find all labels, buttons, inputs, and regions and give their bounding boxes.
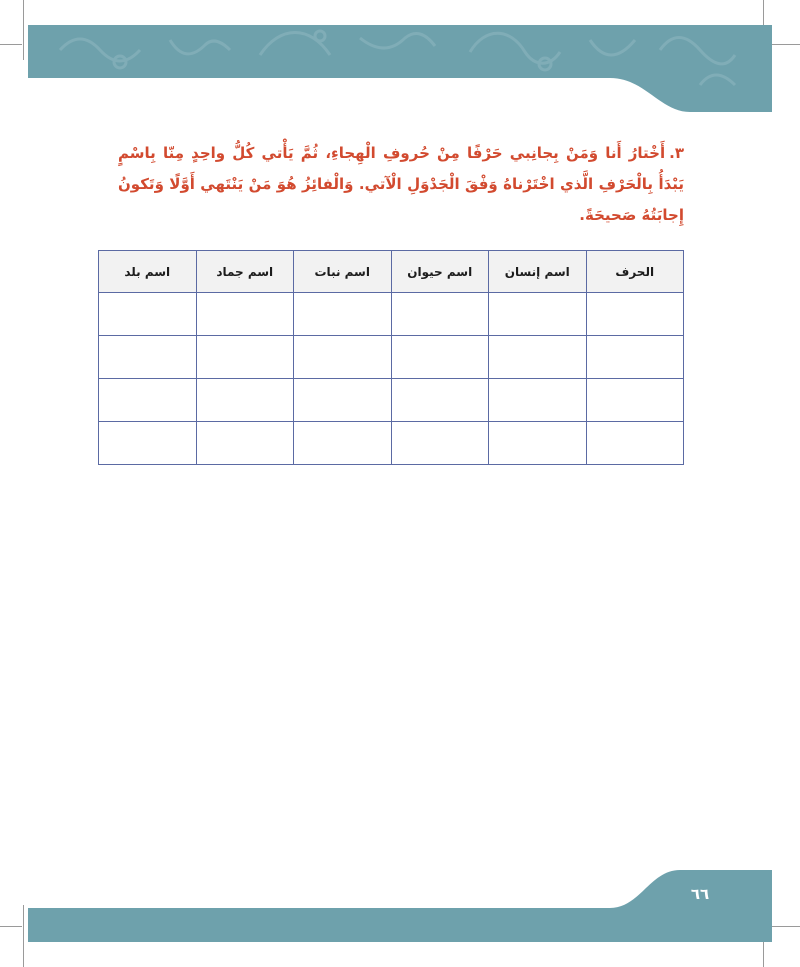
table-cell[interactable] bbox=[99, 422, 197, 465]
header-object-name: اسم جماد bbox=[196, 251, 294, 293]
table-cell[interactable] bbox=[489, 379, 587, 422]
table-cell[interactable] bbox=[196, 336, 294, 379]
table-cell[interactable] bbox=[294, 422, 392, 465]
table-cell[interactable] bbox=[489, 422, 587, 465]
table-cell[interactable] bbox=[489, 336, 587, 379]
table-row bbox=[99, 379, 684, 422]
table-cell[interactable] bbox=[196, 379, 294, 422]
header-letter: الحرف bbox=[586, 251, 684, 293]
table-row bbox=[99, 422, 684, 465]
header-plant-name: اسم نبات bbox=[294, 251, 392, 293]
table-cell[interactable] bbox=[99, 379, 197, 422]
table-cell[interactable] bbox=[196, 293, 294, 336]
exercise-number: ٣. bbox=[669, 144, 684, 162]
table-header-row bbox=[99, 251, 684, 293]
table-cell[interactable] bbox=[294, 336, 392, 379]
table-cell[interactable] bbox=[294, 293, 392, 336]
instruction-text: أَخْتارُ أَنا وَمَنْ بِجانِبي حَرْفًا مِنْ حُروفِ الْهِجاءِ، ثُمَّ يَأْتي كُلُّ واحِدٍ مِنّا بِاسْمٍ يَبْدَأُ بِالْحَرْفِ الَّذي اخْتَرْناهُ وَفْقَ الْجَدْوَلِ الْآتي. وَالْفائِزُ هُوَ مَنْ يَنْتَهي أَوَّلًا وَتَكونُ إِجابَتُهُ صَحيحَةً. bbox=[118, 144, 684, 224]
table-cell[interactable] bbox=[99, 336, 197, 379]
table-row bbox=[99, 293, 684, 336]
answer-table bbox=[98, 250, 684, 465]
header-person-name: اسم إنسان bbox=[489, 251, 587, 293]
table-cell[interactable] bbox=[586, 422, 684, 465]
table-cell[interactable] bbox=[586, 293, 684, 336]
table-row bbox=[99, 336, 684, 379]
table-cell[interactable] bbox=[586, 336, 684, 379]
exercise-instruction bbox=[118, 138, 684, 231]
table-cell[interactable] bbox=[196, 422, 294, 465]
table-cell[interactable] bbox=[391, 293, 489, 336]
page-number: ٦٦ bbox=[690, 885, 710, 903]
header-animal-name: اسم حيوان bbox=[391, 251, 489, 293]
table-cell[interactable] bbox=[391, 422, 489, 465]
table-cell[interactable] bbox=[489, 293, 587, 336]
footer-band bbox=[0, 860, 800, 950]
table-cell[interactable] bbox=[99, 293, 197, 336]
header-country-name: اسم بلد bbox=[99, 251, 197, 293]
table-cell[interactable] bbox=[586, 379, 684, 422]
table-cell[interactable] bbox=[294, 379, 392, 422]
table-cell[interactable] bbox=[391, 336, 489, 379]
table-cell[interactable] bbox=[391, 379, 489, 422]
header-band bbox=[0, 0, 800, 115]
